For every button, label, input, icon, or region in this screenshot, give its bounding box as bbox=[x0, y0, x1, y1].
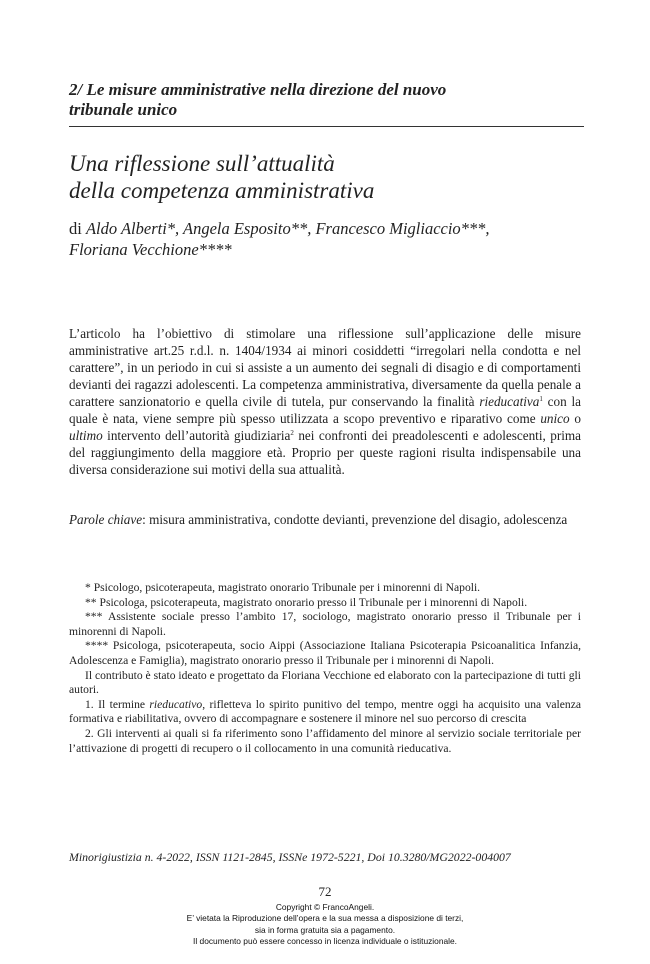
page-number: 72 bbox=[318, 884, 332, 899]
footnote-2: 2. Gli interventi ai quali si fa riferimento sono l’affidamento del minore al servizio sociale territoriale per l’attivazione di progetti di recupero o il collocamento in una comunità rieducativa. bbox=[69, 726, 581, 755]
abstract-text: intervento dell’autorità giudiziaria bbox=[102, 428, 291, 443]
authors-line1: Aldo Alberti*, Angela Esposito**, Francesco Migliaccio***, bbox=[85, 219, 490, 238]
copyright-line2: E’ vietata la Riproduzione dell’opera e la sua messa a disposizione di terzi, bbox=[186, 913, 464, 924]
abstract-text: nei confronti dei preadolescenti e adolescenti, prima del raggiungimento della maggiore età. Proprio per queste ragioni risulta indispensabile una diversa considerazione sui motivi della sua attualità. bbox=[69, 428, 582, 477]
article-authors bbox=[69, 218, 589, 260]
abstract bbox=[69, 325, 581, 478]
article-title-line1: Una riflessione sull’attualità bbox=[69, 151, 335, 176]
abstract-paragraph bbox=[69, 325, 581, 478]
abstract-emphasis-ultimo: ultimo bbox=[69, 428, 103, 443]
journal-citation: Minorigiustizia n. 4-2022, ISSN 1121-2845, ISSNe 1972-5221, Doi 10.3280/MG2022-004007 bbox=[69, 850, 511, 864]
article-title bbox=[69, 150, 589, 204]
copyright-line4: Il documento può essere concesso in licenza individuale o istituzionale. bbox=[193, 935, 457, 946]
footnote-text: 1. Il termine bbox=[85, 697, 150, 711]
authors-prefix: di bbox=[69, 219, 86, 238]
authors-line2: Floriana Vecchione**** bbox=[69, 240, 232, 259]
keywords bbox=[69, 511, 581, 528]
abstract-text: con la quale è nata, viene sempre più spesso utilizzata a scopo preventivo e riparativo come bbox=[69, 394, 581, 426]
article-title-line2: della competenza amministrativa bbox=[69, 178, 375, 203]
copyright-line1: Copyright © FrancoAngeli. bbox=[275, 902, 375, 912]
footnote-term: rieducativo bbox=[149, 697, 203, 711]
abstract-text: o bbox=[569, 411, 581, 426]
abstract-text: L’articolo ha l’obiettivo di stimolare una riflessione sull’applicazione delle misure amministrative art.25 r.d.l. n. 1404/1934 ai minori cosiddetti “irregolari nella condotta e nel carattere”, in un periodo in cui si assiste a un aumento dei segnali di disagio e di comportamenti devianti dei ragazzi adolescenti. La competenza amministrativa, diversamente da quella penale a carattere sanzionatorio e quella civile di tutela, pur conservando la finalità bbox=[69, 326, 581, 409]
section-header-line1: 2/ Le misure amministrative nella direzione del nuovo bbox=[69, 80, 447, 99]
keywords-label: Parole chiave bbox=[69, 512, 143, 527]
abstract-emphasis-rieducativa: rieducativa bbox=[479, 394, 540, 409]
header-divider bbox=[69, 126, 584, 127]
footnote-text: , rifletteva lo spirito punitivo del tempo, mentre oggi ha acquisito una valenza formativa e riabilitativa, ovvero di accompagnare e sostenere il minore nel suo percorso di crescita bbox=[69, 697, 581, 726]
keywords-text: : misura amministrativa, condotte devianti, prevenzione del disagio, adolescenza bbox=[142, 512, 568, 527]
footnote-1 bbox=[69, 698, 581, 727]
footnote-ref-2: 2 bbox=[290, 429, 294, 437]
footnote-contribution: Il contributo è stato ideato e progettato da Floriana Vecchione ed elaborato con la partecipazione di tutti gli autori. bbox=[69, 668, 581, 697]
footnote-ref-1: 1 bbox=[539, 395, 543, 403]
abstract-emphasis-unico: unico bbox=[540, 411, 570, 426]
footnote-author-1: * Psicologo, psicoterapeuta, magistrato onorario Tribunale per i minorenni di Napoli. bbox=[85, 581, 481, 594]
footnote-author-2: ** Psicologa, psicoterapeuta, magistrato onorario presso il Tribunale per i minorenni di Napoli. bbox=[85, 595, 528, 609]
footnote-author-3: *** Assistente sociale presso l’ambito 17, sociologo, magistrato onorario presso il Tribunale per i minorenni di Napoli. bbox=[69, 610, 581, 638]
section-header bbox=[69, 80, 584, 120]
section-header-line2: tribunale unico bbox=[69, 100, 178, 119]
footnote-author-4: **** Psicologa, psicoterapeuta, socio Aippi (Associazione Italiana Psicoterapia Psicoanalitica Infanzia, Adolescenza e Famiglia), magistrato onorario presso il Tribunale per i minorenni di Napoli. bbox=[69, 639, 581, 667]
footnotes bbox=[69, 581, 581, 756]
copyright-line3: sia in forma gratuita sia a pagamento. bbox=[254, 924, 396, 935]
copyright-notice bbox=[0, 902, 650, 947]
